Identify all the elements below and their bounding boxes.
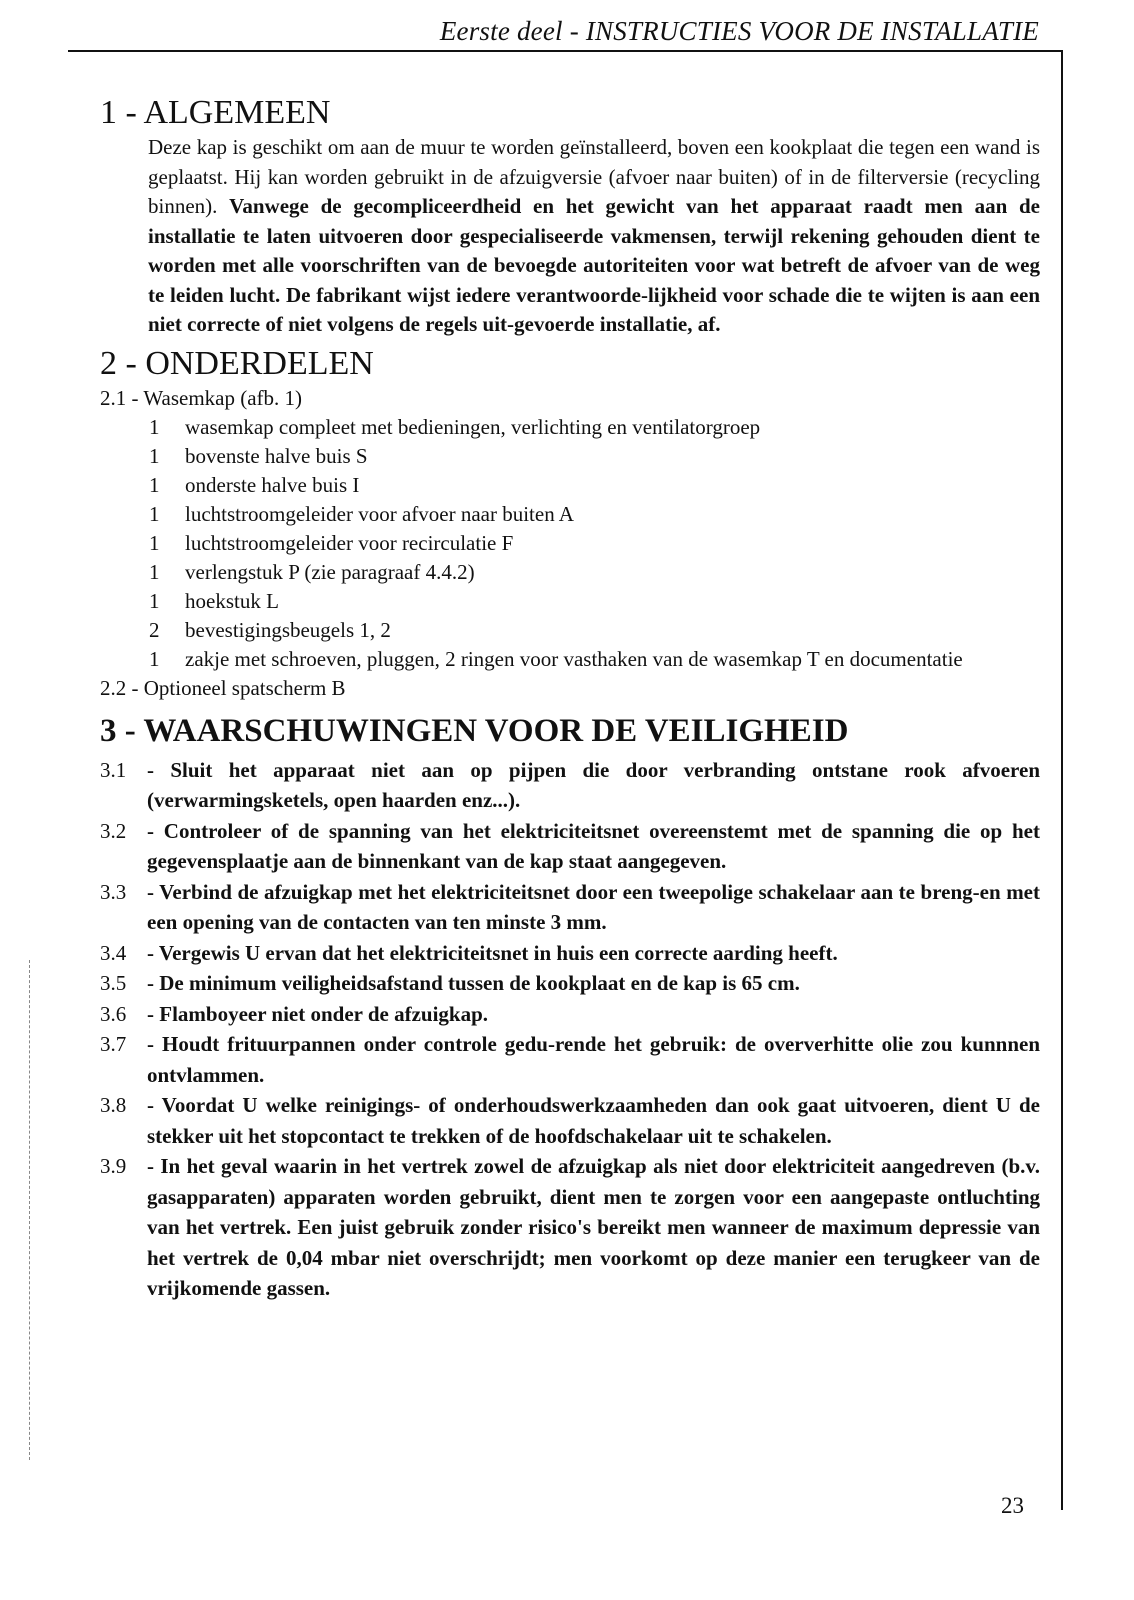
right-margin-rule xyxy=(1061,50,1063,1510)
paragraph-text: Deze kap is geschikt om aan de muur te worden geïnstalleerd, boven een kookplaat die tegen een wand is geplaatst. Hij kan worden gebruikt in de afzuigversie (afvoer naar buiten) of in de filterversie (recycling binnen). xyxy=(148,135,1040,218)
safety-item xyxy=(100,999,1040,1030)
item-text: luchtstroomgeleider voor recirculatie F xyxy=(185,530,514,555)
item-quantity: 1 xyxy=(149,501,160,526)
list-item xyxy=(100,616,1040,645)
page-number: 23 xyxy=(1001,1493,1024,1518)
section-components xyxy=(100,344,1040,703)
item-text: luchtstroomgeleider voor afvoer naar buiten A xyxy=(185,501,574,526)
item-number: 3.7 xyxy=(100,1032,127,1056)
item-number: 3.1 xyxy=(100,757,127,782)
item-text: onderste halve buis I xyxy=(185,472,360,497)
header-rule xyxy=(68,50,1062,52)
item-text: - In het geval waarin in het vertrek zowel de afzuigkap als niet door elektriciteit aangedreven (b.v. gasapparaten) apparaten worden gebruikt, dient men te zorgen voor een aangepaste ontluchting van het vertrek. Een juist gebruik zonder risico's bereikt men wanneer de maximum depressie van het vertrek de 0,04 mbar niet overschrijdt; men voorkomt op deze manier een terugkeer van de vrijkomende gassen. xyxy=(147,1154,1040,1300)
item-quantity: 1 xyxy=(149,414,160,439)
safety-item xyxy=(100,1151,1040,1304)
item-number: 3.4 xyxy=(100,940,127,965)
page-header-title: Eerste deel - INSTRUCTIES VOOR DE INSTALLATIE xyxy=(439,16,1039,46)
item-text: bevestigingsbeugels 1, 2 xyxy=(185,617,391,642)
item-quantity: 1 xyxy=(149,559,160,584)
safety-list xyxy=(100,755,1040,1304)
item-text: - Flamboyeer niet onder de afzuigkap. xyxy=(147,1001,489,1026)
section-safety xyxy=(100,711,1040,1304)
safety-item xyxy=(100,1029,1040,1090)
section-paragraph xyxy=(148,133,1040,340)
item-number: 3.3 xyxy=(100,879,127,904)
safety-item xyxy=(100,938,1040,969)
item-text: - De minimum veiligheidsafstand tussen de kookplaat en de kap is 65 cm. xyxy=(147,971,800,995)
item-text: bovenste halve buis S xyxy=(185,443,368,468)
item-quantity: 2 xyxy=(149,617,160,642)
item-quantity: 1 xyxy=(149,443,160,468)
subsection-title: 2.2 - Optioneel spatscherm B xyxy=(100,675,346,700)
item-quantity: 1 xyxy=(149,646,160,671)
item-number: 3.9 xyxy=(100,1154,127,1178)
item-text: - Verbind de afzuigkap met het elektriciteitsnet door een tweepolige schakelaar aan te breng-en met een opening van de contacten van ten minste 3 mm. xyxy=(147,879,1040,934)
item-quantity: 1 xyxy=(149,530,160,555)
list-item xyxy=(100,645,1040,674)
section-heading: 3 - WAARSCHUWINGEN VOOR DE VEILIGHEID xyxy=(100,712,849,749)
item-number: 3.5 xyxy=(100,971,127,995)
list-item xyxy=(100,500,1040,529)
item-text: hoekstuk L xyxy=(185,588,279,613)
item-text: - Controleer of de spanning van het elektriciteitsnet overeenstemt met de spanning die op het gegevensplaatje aan de binnenkant van de kap staat aangegeven. xyxy=(147,818,1040,873)
item-text: zakje met schroeven, pluggen, 2 ringen voor vasthaken van de wasemkap T en documentatie xyxy=(185,646,963,671)
list-item xyxy=(100,471,1040,500)
safety-item xyxy=(100,816,1040,877)
item-text: - Voordat U welke reinigings- of onderhoudswerkzaamheden dan ook gaat uitvoeren, dient U de stekker uit het stopcontact te trekken of de hoofdschakelaar uit te schakelen. xyxy=(147,1093,1040,1148)
section-heading: 1 - ALGEMEEN xyxy=(100,94,331,131)
safety-item xyxy=(100,877,1040,938)
safety-item xyxy=(100,1090,1040,1151)
list-item xyxy=(100,529,1040,558)
list-item xyxy=(100,442,1040,471)
document-body xyxy=(100,93,1040,1304)
item-number: 3.8 xyxy=(100,1093,127,1117)
item-quantity: 1 xyxy=(149,588,160,613)
list-item xyxy=(100,413,1040,442)
list-item xyxy=(100,558,1040,587)
paragraph-bold-text: Vanwege de gecompliceerdheid en het gewicht van het apparaat raadt men aan de installatie te laten uitvoeren door gespecialiseerde vakmensen, terwijl rekening gehouden dient te worden met alle voorschriften van de bevoegde autoriteiten voor wat betreft de afvoer van de weg te leiden lucht. De fabrikant wijst iedere verantwoorde-lijkheid voor schade die te wijten is aan een niet correcte of niet volgens de regels uit-gevoerde installatie, af. xyxy=(148,194,1040,336)
item-number: 3.2 xyxy=(100,818,127,843)
section-heading: 2 - ONDERDELEN xyxy=(100,344,374,382)
item-text: - Houdt frituurpannen onder controle gedu-rende het gebruik: de oververhitte olie zou kunnnen ontvlammen. xyxy=(147,1032,1040,1087)
scan-edge-marks xyxy=(29,960,30,1460)
parts-list xyxy=(100,413,1040,674)
safety-item xyxy=(100,968,1040,999)
item-quantity: 1 xyxy=(149,472,160,497)
safety-item xyxy=(100,755,1040,816)
section-general xyxy=(100,93,1040,340)
item-text: verlengstuk P (zie paragraaf 4.4.2) xyxy=(185,559,475,584)
item-number: 3.6 xyxy=(100,1001,127,1026)
item-text: - Sluit het apparaat niet aan op pijpen die door verbranding ontstane rook afvoeren (verwarmingsketels, open haarden enz...). xyxy=(147,757,1040,812)
list-item xyxy=(100,587,1040,616)
item-text: - Vergewis U ervan dat het elektriciteitsnet in huis een correcte aarding heeft. xyxy=(147,940,838,965)
item-text: wasemkap compleet met bedieningen, verlichting en ventilatorgroep xyxy=(185,414,761,439)
subsection-title: 2.1 - Wasemkap (afb. 1) xyxy=(100,385,303,410)
